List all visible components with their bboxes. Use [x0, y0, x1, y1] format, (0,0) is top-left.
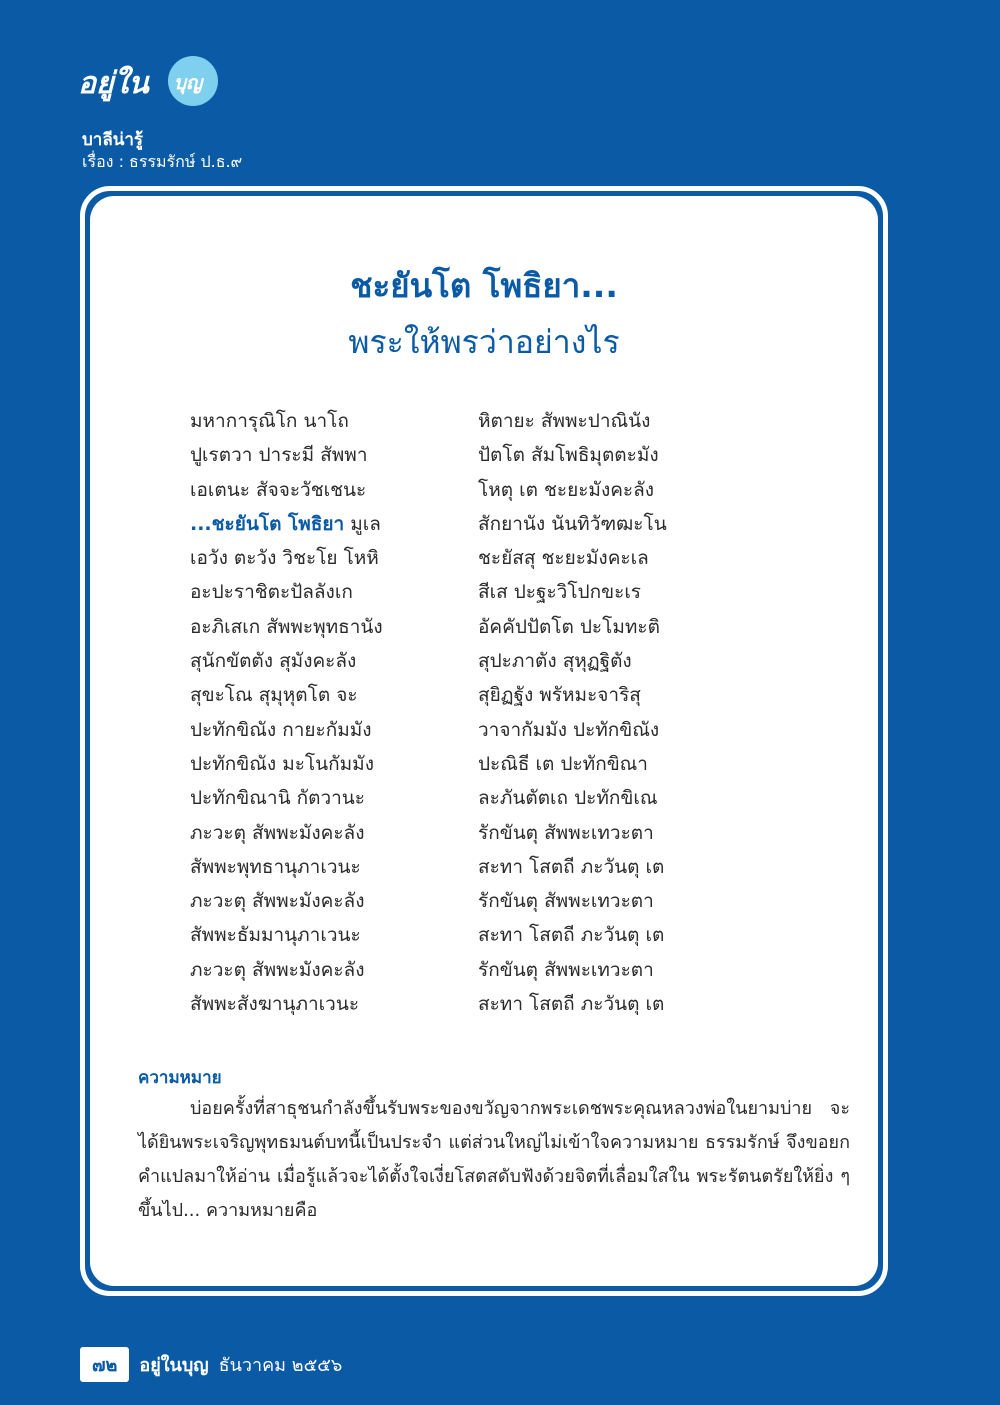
verse-left — [190, 955, 364, 985]
verse-row — [190, 715, 750, 749]
verse-row — [190, 818, 750, 852]
verse-row — [190, 749, 750, 783]
verse-left — [190, 715, 372, 745]
section-title: บาลีน่ารู้ — [82, 130, 144, 150]
footer-issue-date: ธันวาคม ๒๕๕๖ — [218, 1355, 343, 1376]
verse-right: สุปะภาตัง สุหุฏฐิตัง — [478, 650, 632, 673]
verse-left — [190, 852, 361, 882]
page-number: ๗๒ — [80, 1347, 129, 1382]
verse-row — [190, 989, 750, 1023]
verse-row — [190, 955, 750, 989]
verse-row — [190, 920, 750, 954]
verse-left-text: สุขะโณ สุมุหุตโต จะ — [190, 684, 358, 707]
verse-right: สะทา โสตถี ภะวันตุ เต — [478, 855, 665, 878]
verse-highlight: ...ชะยันโต โพธิยา — [190, 512, 345, 535]
verse-left — [190, 920, 361, 950]
verse-row — [190, 406, 750, 440]
verse-left-text: สุนักขัตตัง สุมังคะลัง — [190, 650, 357, 673]
verse-left-text: อะปะราชิตะปัลลังเก — [190, 581, 353, 604]
verse-right: โหตุ เต ชะยะมังคะลัง — [478, 478, 655, 501]
verse-left-text: ปะทักขิณัง กายะกัมมัง — [190, 718, 372, 741]
verse-left — [190, 749, 374, 779]
verse-left — [190, 680, 358, 710]
verse-right: สุยิฏฐัง พรัหมะจาริสุ — [478, 684, 641, 707]
verse-left-text: ภะวะตุ สัพพะมังคะลัง — [190, 890, 365, 913]
verse-row — [190, 886, 750, 920]
verse-left — [190, 543, 379, 573]
verse-row — [190, 680, 750, 714]
verse-left-text: เอเตนะ สัจจะวัชเชนะ — [190, 478, 367, 501]
verse-row — [190, 852, 750, 886]
verse-left — [190, 577, 353, 607]
article-card-inner — [90, 196, 878, 1286]
verse-right: ชะยัสสุ ชะยะมังคะเล — [478, 547, 649, 570]
verse-right: หิตายะ สัพพะปาณินัง — [478, 410, 651, 432]
verse-left — [190, 989, 359, 1019]
verse-left-text: อะภิเสเก สัพพะพุทธานัง — [190, 615, 383, 638]
logo-badge-text: บุญ — [174, 72, 203, 94]
verse-left-text: สัพพะสังฆานุภาเวนะ — [190, 993, 360, 1016]
magazine-logo — [78, 52, 228, 112]
verse-left-text: ภะวะตุ สัพพะมังคะลัง — [190, 821, 365, 844]
verse-left — [190, 783, 365, 813]
verse-right: วาจากัมมัง ปะทักขิณัง — [478, 718, 660, 741]
verse-row — [190, 646, 750, 680]
verse-right: สีเส ปะฐะวิโปกขะเร — [478, 581, 642, 604]
verse-left — [190, 646, 356, 676]
verse-left — [190, 818, 364, 848]
logo-text: อยู่ใน — [78, 66, 149, 101]
verse-right: รักขันตุ สัพพะเทวะตา — [478, 821, 654, 844]
verse-left-text: ปะทักขิณานิ กัตวานะ — [190, 787, 365, 810]
verse-right: รักขันตุ สัพพะเทวะตา — [478, 890, 654, 913]
verse-right: สะทา โสตถี ภะวันตุ เต — [478, 924, 665, 947]
verse-row — [190, 509, 750, 543]
verse-right: ปะณิธี เต ปะทักขิณา — [478, 752, 648, 775]
verse-right: สะทา โสตถี ภะวันตุ เต — [478, 993, 665, 1016]
verse-left-text: ปะทักขิณัง มะโนกัมมัง — [190, 752, 374, 775]
verse-left — [190, 440, 368, 470]
byline: เรื่อง : ธรรมรักษ์ ป.ธ.๙ — [82, 152, 243, 171]
verse-left — [190, 475, 366, 505]
verse-row — [190, 783, 750, 817]
verse-list — [190, 406, 750, 1023]
verse-left — [190, 406, 349, 436]
verse-right: สักยานัง นันทิวัฑฒะโน — [478, 512, 667, 535]
verse-left-text: สัพพะพุทธานุภาเวนะ — [190, 855, 361, 878]
verse-left-text: มหาการุณิโก นาโถ — [190, 410, 349, 432]
verse-left-text: ภะวะตุ สัพพะมังคะลัง — [190, 958, 365, 981]
article-title: ชะยันโต โพธิยา... — [350, 266, 618, 305]
verse-row — [190, 577, 750, 611]
verse-right: ปัตโต สัมโพธิมุตตะมัง — [478, 444, 659, 467]
verse-left-text: สัพพะธัมมานุภาเวนะ — [190, 924, 361, 947]
verse-left-text: ปูเรตวา ปาระมี สัพพา — [190, 444, 368, 467]
meaning-heading: ความหมาย — [138, 1068, 222, 1088]
verse-row — [190, 475, 750, 509]
verse-right: ละภันตัตเถ ปะทักขิเณ — [478, 787, 658, 810]
verse-left — [190, 612, 383, 642]
verse-row — [190, 440, 750, 474]
verse-right: อัคคัปปัตโต ปะโมทะติ — [478, 615, 660, 638]
verse-left — [190, 886, 364, 916]
verse-row — [190, 543, 750, 577]
verse-right: รักขันตุ สัพพะเทวะตา — [478, 958, 654, 981]
meaning-paragraph: บ่อยครั้งที่สาธุชนกำลังขึ้นรับพระของขวัญจากพระเดชพระคุณหลวงพ่อในยามบ่าย จะได้ยินพระเจริญพุทธมนต์บทนี้เป็นประจำ แต่ส่วนใหญ่ไม่เข้าใจความหมาย ธรรมรักษ์ จึงขอยกคำแปลมาให้อ่าน เมื่อรู้แล้วจะได้ตั้งใจเงี่ยโสตสดับฟังด้วยจิตที่เลื่อมใสใน พระรัตนตรัยให้ยิ่ง ๆ ขึ้นไป... ความหมายคือ — [138, 1098, 850, 1221]
article-card — [80, 186, 888, 1296]
verse-left-text: เอวัง ตะวัง วิชะโย โหหิ — [190, 547, 379, 570]
footer-magazine-name: อยู่ในบุญ — [139, 1355, 209, 1376]
article-subtitle: พระให้พรว่าอย่างไร — [348, 323, 620, 361]
verse-left-text: มูเล — [344, 512, 381, 535]
page-footer — [80, 1347, 342, 1382]
logo-badge — [168, 56, 218, 106]
verse-left — [190, 509, 381, 539]
verse-row — [190, 612, 750, 646]
